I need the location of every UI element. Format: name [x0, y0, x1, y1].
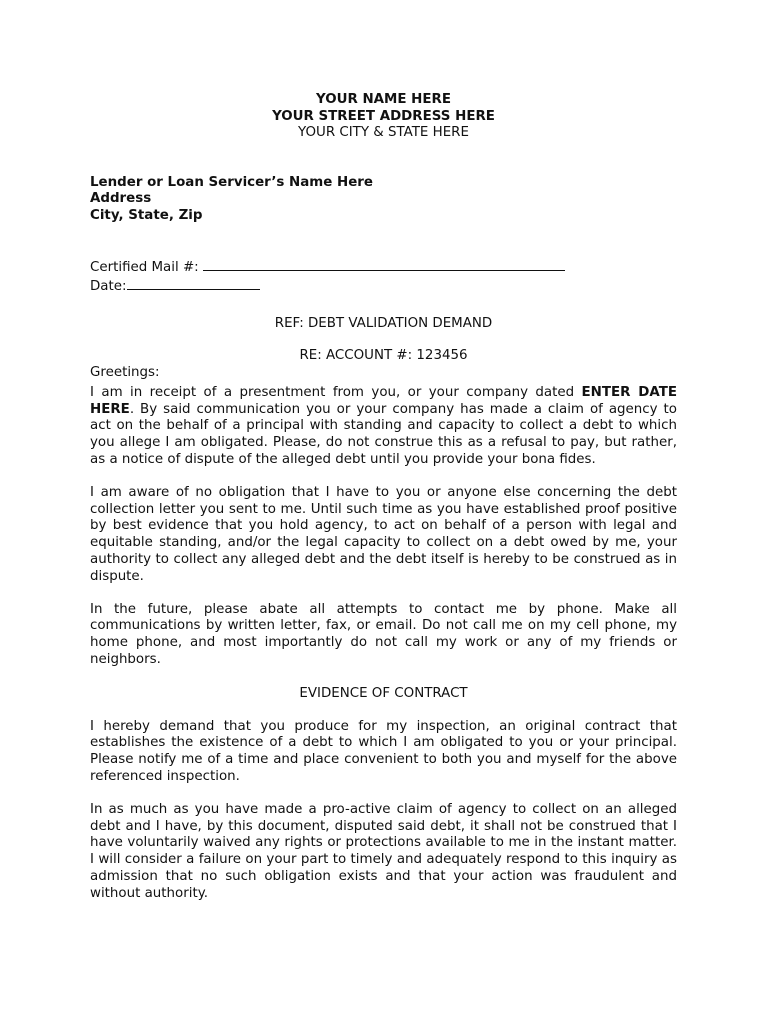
paragraph-contact: In the future, please abate all attempts to contact me by phone. Make all communications by written letter, fax, or email. Do not call me on my cell phone, my home phone, and most importantly do not call my work or any of my friends or neighbors.	[90, 601, 677, 668]
paragraph-no-obligation: I am aware of no obligation that I have to you or anyone else concerning the debt collection letter you sent to me. Until such time as you have established proof positive by best evidence that you hold agency, to act on behalf of a person with legal and equitable standing, and/or the legal capacity to collect on a debt owed by me, your authority to collect any alleged debt and the debt itself is hereby to be construed as in dispute.	[90, 484, 677, 584]
recipient-city-state-zip: City, State, Zip	[90, 208, 203, 224]
letter-page	[90, 92, 677, 903]
mailing-block	[90, 258, 677, 296]
certified-mail-field[interactable]	[203, 258, 565, 271]
ref-line: REF: DEBT VALIDATION DEMAND	[274, 316, 493, 332]
sender-street: YOUR STREET ADDRESS HERE	[272, 108, 495, 124]
sender-city-state: YOUR CITY & STATE HERE	[298, 125, 469, 140]
enter-date-placeholder: ENTER DATE HERE	[90, 384, 677, 417]
account-number: 123456	[416, 348, 468, 364]
sender-block	[90, 92, 677, 142]
paragraph-receipt	[90, 385, 677, 469]
account-label: RE: ACCOUNT #:	[299, 348, 417, 364]
date-line	[90, 277, 677, 296]
sender-name: YOUR NAME HERE	[316, 92, 451, 107]
paragraph-agency-claim: In as much as you have made a pro-active claim of agency to collect on an alleged debt and I have, by this document, disputed said debt, it shall not be construed that I have voluntarily waived any rights or protections available to me in the instant matter. I will consider a failure on your part to timely and adequately respond to this inquiry as admission that no such obligation exists and that your action was fraudulent and without authority.	[90, 801, 677, 901]
recipient-block	[90, 175, 677, 225]
date-label: Date:	[90, 278, 127, 294]
evidence-heading: EVIDENCE OF CONTRACT	[299, 685, 468, 701]
paragraph-contract-demand: I hereby demand that you produce for my inspection, an original contract that establishes the existence of a debt to which I am obligated to you or your principal. Please notify me of a time and place convenient to both you and myself for the above referenced inspection.	[90, 718, 677, 785]
greeting: Greetings:	[90, 365, 160, 381]
account-line	[90, 348, 677, 365]
paragraph-receipt-end: . By said communication you or your company has made a claim of agency to act on the behalf of a principal with standing and capacity to collect a debt to which you allege I am obligated. Please, do not construe this as a refusal to pay, but rather, as a notice of dispute of the alleged debt until you provide your bona fides.	[90, 401, 677, 468]
recipient-name: Lender or Loan Servicer’s Name Here	[90, 174, 373, 190]
certified-mail-label: Certified Mail #:	[90, 259, 203, 275]
date-field[interactable]	[127, 277, 260, 290]
recipient-address: Address	[90, 191, 152, 207]
paragraph-receipt-start: I am in receipt of a presentment from you, or your company dated	[90, 384, 582, 400]
certified-mail-line	[90, 258, 677, 277]
